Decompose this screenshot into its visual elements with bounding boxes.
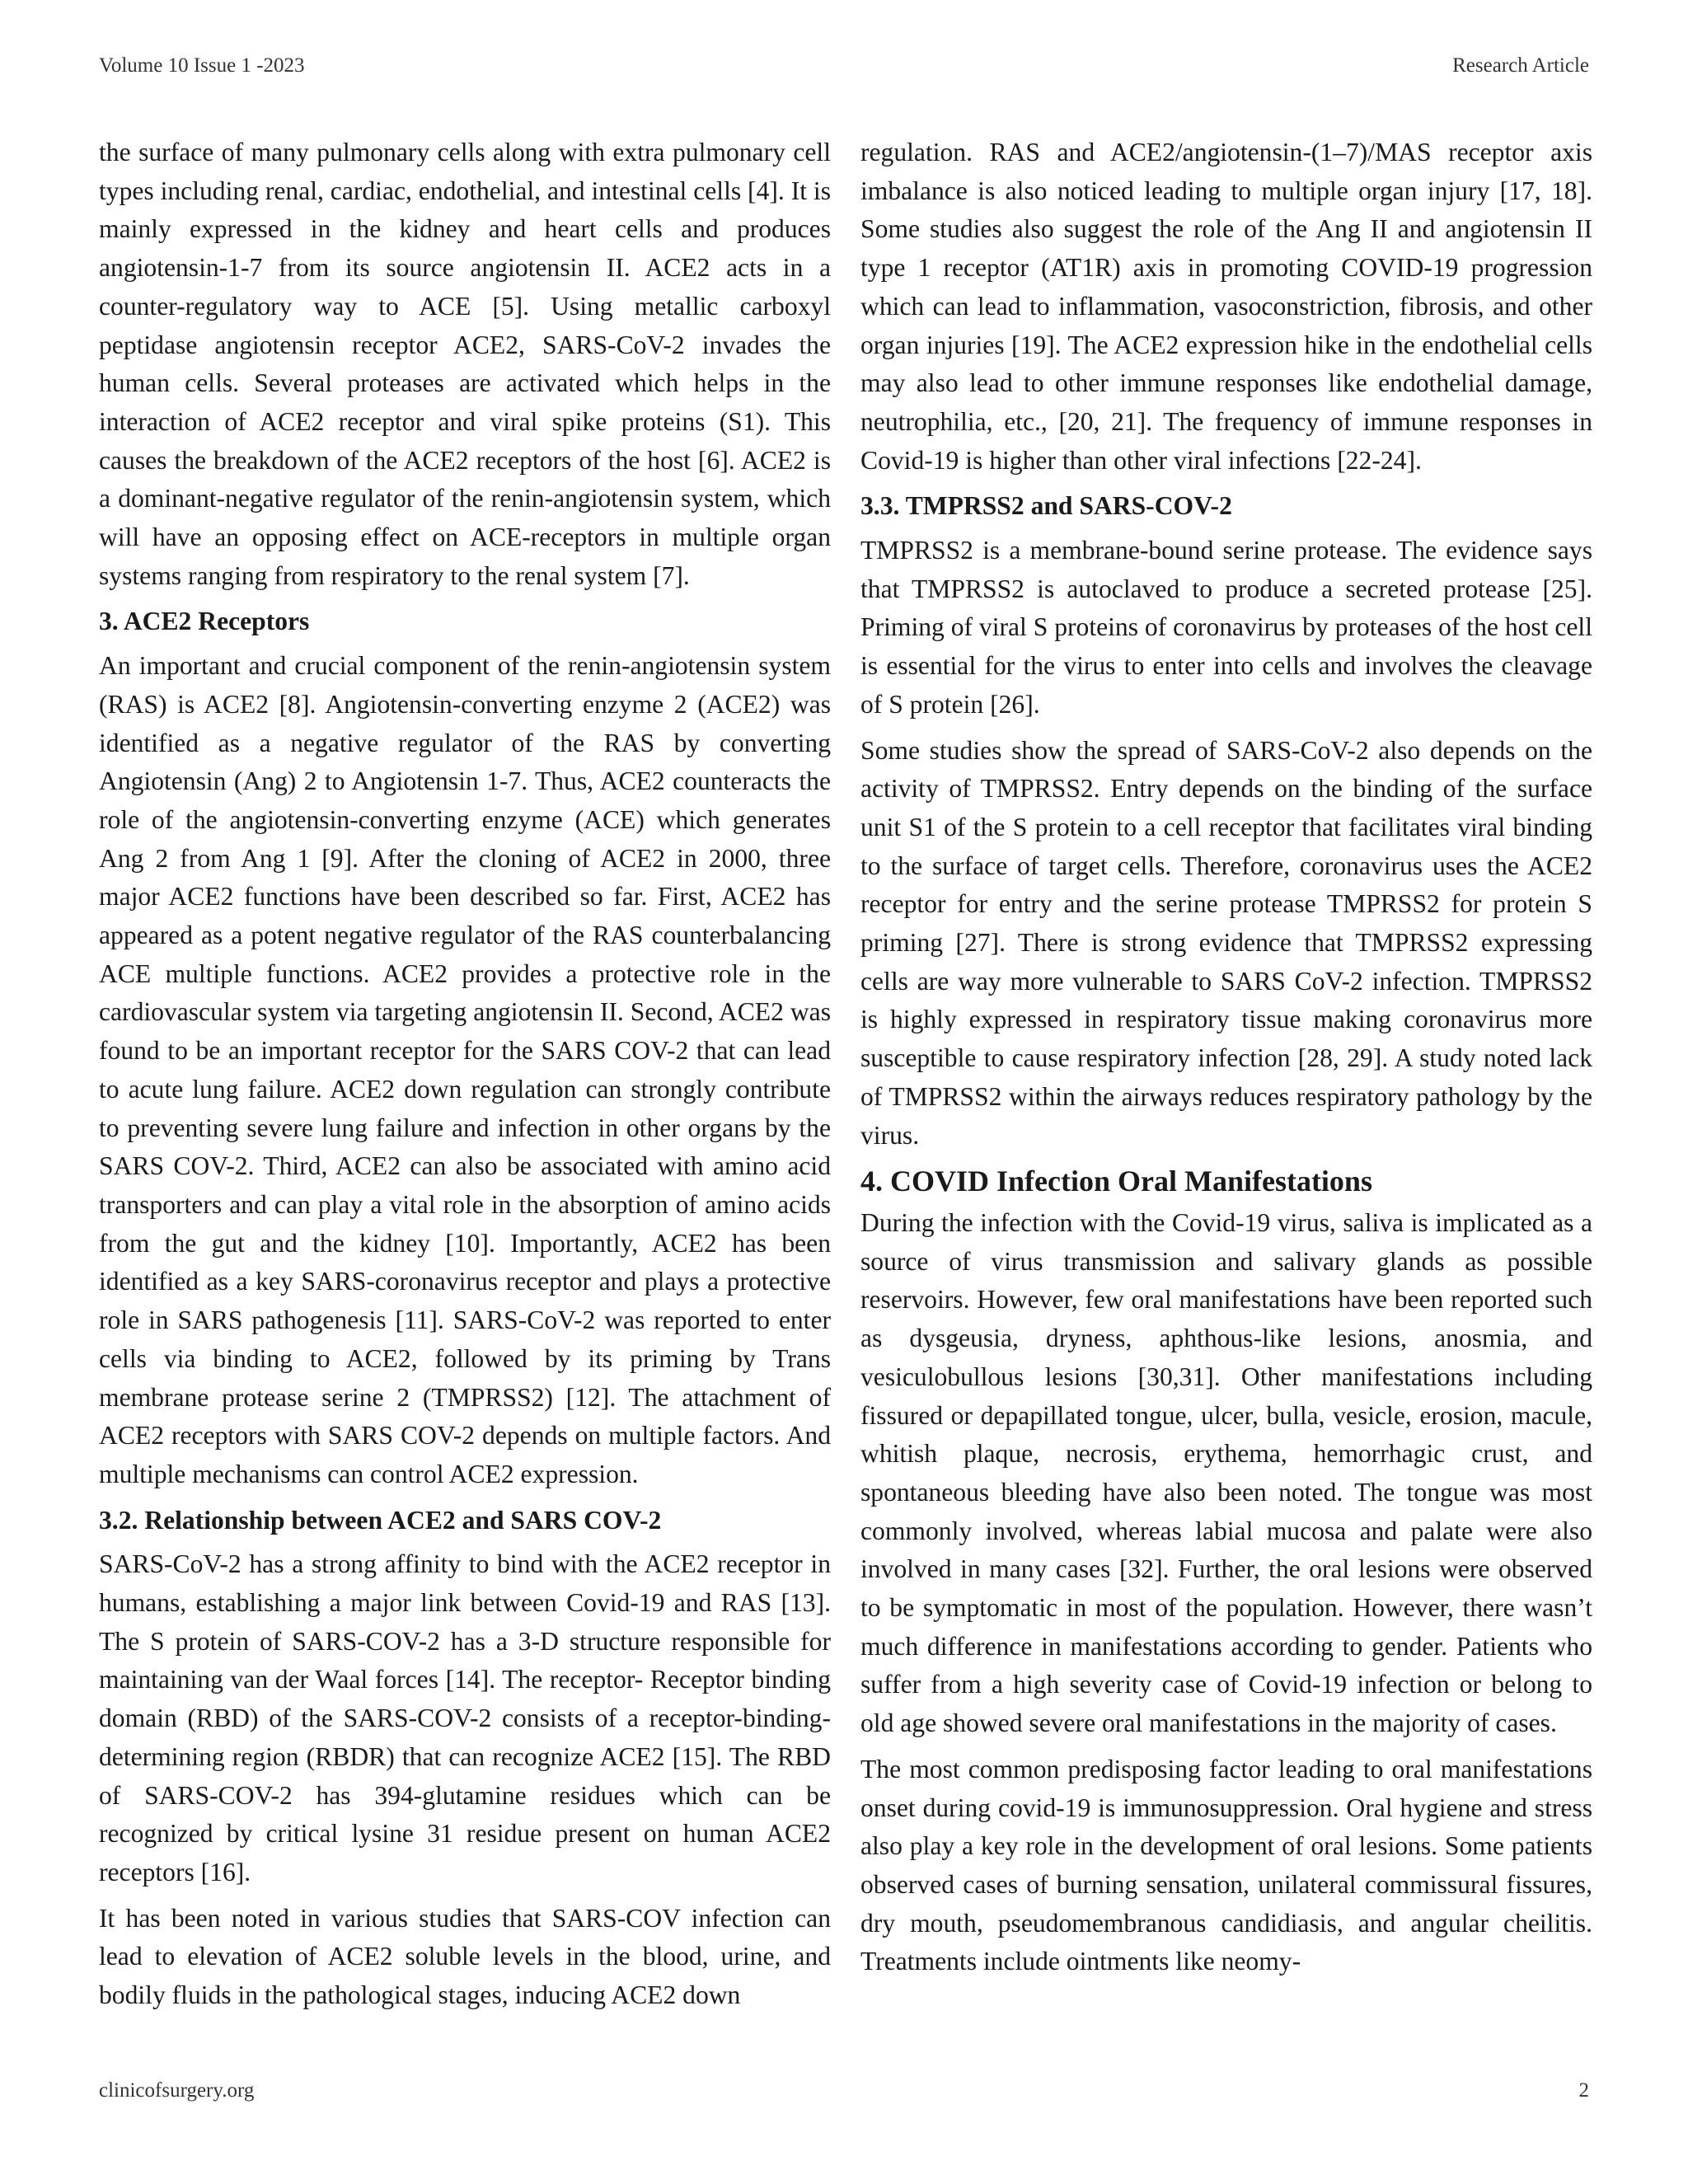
- right-column: [860, 134, 1592, 1989]
- paragraph: the surface of many pulmonary cells along with extra pulmonary cell types including renal, cardiac, endothelial, and intestinal cells [4]. It is mainly expressed in the kidney and heart cells and produces angiotensin-1-7 from its source angiotensin II. ACE2 acts in a counter-regulatory way to ACE [5]. Using metallic carboxyl peptidase angiotensin receptor ACE2, SARS-CoV-2 invades the human cells. Several proteases are activated which helps in the interaction of ACE2 receptor and viral spike proteins (S1). This causes the breakdown of the ACE2 receptors of the host [6]. ACE2 is a dominant-negative regulator of the renin-angiotensin system, which will have an opposing effect on ACE-receptors in multiple organ systems ranging from respiratory to the renal system [7].: [99, 138, 831, 590]
- paragraph: SARS-CoV-2 has a strong affinity to bind with the ACE2 receptor in humans, establishing a major link between Covid-19 and RAS [13]. The S protein of SARS-COV-2 has a 3-D structure responsible for maintaining van der Waal forces [14]. The receptor- Receptor binding domain (RBD) of the SARS-COV-2 consists of a receptor-binding-determining region (RBDR) that can recognize ACE2 [15]. The RBD of SARS-COV-2 has 394-glutamine residues which can be recognized by critical lysine 31 residue present on human ACE2 receptors [16].: [99, 1549, 831, 1886]
- footer-site: clinicofsurgery.org: [99, 2079, 255, 2102]
- section-heading-relationship: 3.2. Relationship between ACE2 and SARS COV-2: [99, 1505, 662, 1535]
- page-number: 2: [1578, 2079, 1589, 2102]
- section-heading-ace2-receptors: 3. ACE2 Receptors: [99, 607, 310, 636]
- paragraph: An important and crucial component of the renin-angiotensin system (RAS) is ACE2 [8]. Angiotensin-converting enzyme 2 (ACE2) was identified as a negative regulator of the RAS by converting Angiotensin (Ang) 2 to Angiotensin 1-7. Thus, ACE2 counteracts the role of the angiotensin-converting enzyme (ACE) which generates Ang 2 from Ang 1 [9]. After the cloning of ACE2 in 2000, three major ACE2 functions have been described so far. First, ACE2 has appeared as a potent negative regulator of the RAS counterbalancing ACE multiple functions. ACE2 provides a protective role in the cardiovascular system via targeting angiotensin II. Second, ACE2 was found to be an important receptor for the SARS COV-2 that can lead to acute lung failure. ACE2 down regulation can strongly contribute to preventing severe lung failure and infection in other organs by the SARS COV-2. Third, ACE2 can also be associated with amino acid transporters and can play a vital role in the absorption of amino acids from the gut and the kidney [10]. Importantly, ACE2 has been identified as a key SARS-coronavirus receptor and plays a protective role in SARS pathogenesis [11]. SARS-CoV-2 was reported to enter cells via binding to ACE2, followed by its priming by Trans membrane protease serine 2 (TMPRSS2) [12]. The attachment of ACE2 receptors with SARS COV-2 depends on multiple factors. And multiple mechanisms can control ACE2 expression.: [99, 651, 831, 1488]
- section-heading-oral-manifestations: 4. COVID Infection Oral Manifestations: [860, 1165, 1372, 1198]
- header-article-type: Research Article: [1452, 54, 1589, 77]
- paragraph: The most common predisposing factor leading to oral manifestations onset during covid-19 is immunosuppression. Oral hygiene and stress also play a key role in the development of oral lesions. Some patients observed cases of burning sensation, unilateral commissural fissures, dry mouth, pseudomembranous candidiasis, and angular cheilitis. Treatments include ointments like neomy-: [860, 1754, 1592, 1976]
- left-column: [99, 134, 831, 2022]
- section-heading-tmprss2: 3.3. TMPRSS2 and SARS-COV-2: [860, 491, 1232, 521]
- paragraph: Some studies show the spread of SARS-CoV-2 also depends on the activity of TMPRSS2. Entry depends on the binding of the surface unit S1 of the S protein to a cell receptor that facilitates viral binding to the surface of target cells. Therefore, coronavirus uses the ACE2 receptor for entry and the serine protease TMPRSS2 for protein S priming [27]. There is strong evidence that TMPRSS2 expressing cells are way more vulnerable to SARS CoV-2 infection. TMPRSS2 is highly expressed in respiratory tissue making coronavirus more susceptible to cause respiratory infection [28, 29]. A study noted lack of TMPRSS2 within the airways reduces respiratory pathology by the virus.: [860, 735, 1592, 1150]
- paragraph: TMPRSS2 is a membrane-bound serine protease. The evidence says that TMPRSS2 is autoclaved to produce a secreted protease [25]. Priming of viral S proteins of coronavirus by proteases of the host cell is essential for the virus to enter into cells and involves the cleavage of S protein [26].: [860, 536, 1592, 719]
- paragraph: It has been noted in various studies that SARS-COV infection can lead to elevation of ACE2 soluble levels in the blood, urine, and bodily fluids in the pathological stages, inducing ACE2 down: [99, 1903, 831, 2010]
- paragraph: During the infection with the Covid-19 virus, saliva is implicated as a source of virus transmission and salivary glands as possible reservoirs. However, few oral manifestations have been reported such as dysgeusia, dryness, aphthous-like lesions, anosmia, and vesiculobullous lesions [30,31]. Other manifestations including fissured or depapillated tongue, ulcer, bulla, vesicle, erosion, macule, whitish plaque, necrosis, erythema, hemorrhagic crust, and spontaneous bleeding have also been noted. The tongue was most commonly involved, whereas labial mucosa and palate were also involved in many cases [32]. Further, the oral lesions were observed to be symptomatic in most of the population. However, there wasn’t much difference in manifestations according to gender. Patients who suffer from a high severity case of Covid-19 infection or belong to old age showed severe oral manifestations in the majority of cases.: [860, 1207, 1592, 1738]
- header-volume: Volume 10 Issue 1 -2023: [99, 54, 305, 77]
- paragraph: regulation. RAS and ACE2/angiotensin-(1–7)/MAS receptor axis imbalance is also noticed leading to multiple organ injury [17, 18]. Some studies also suggest the role of the Ang II and angiotensin II type 1 receptor (AT1R) axis in promoting COVID-19 progression which can lead to inflammation, vasoconstriction, fibrosis, and other organ injuries [19]. The ACE2 expression hike in the endothelial cells may also lead to other immune responses like endothelial damage, neutrophilia, etc., [20, 21]. The frequency of immune responses in Covid-19 is higher than other viral infections [22-24].: [860, 138, 1592, 475]
